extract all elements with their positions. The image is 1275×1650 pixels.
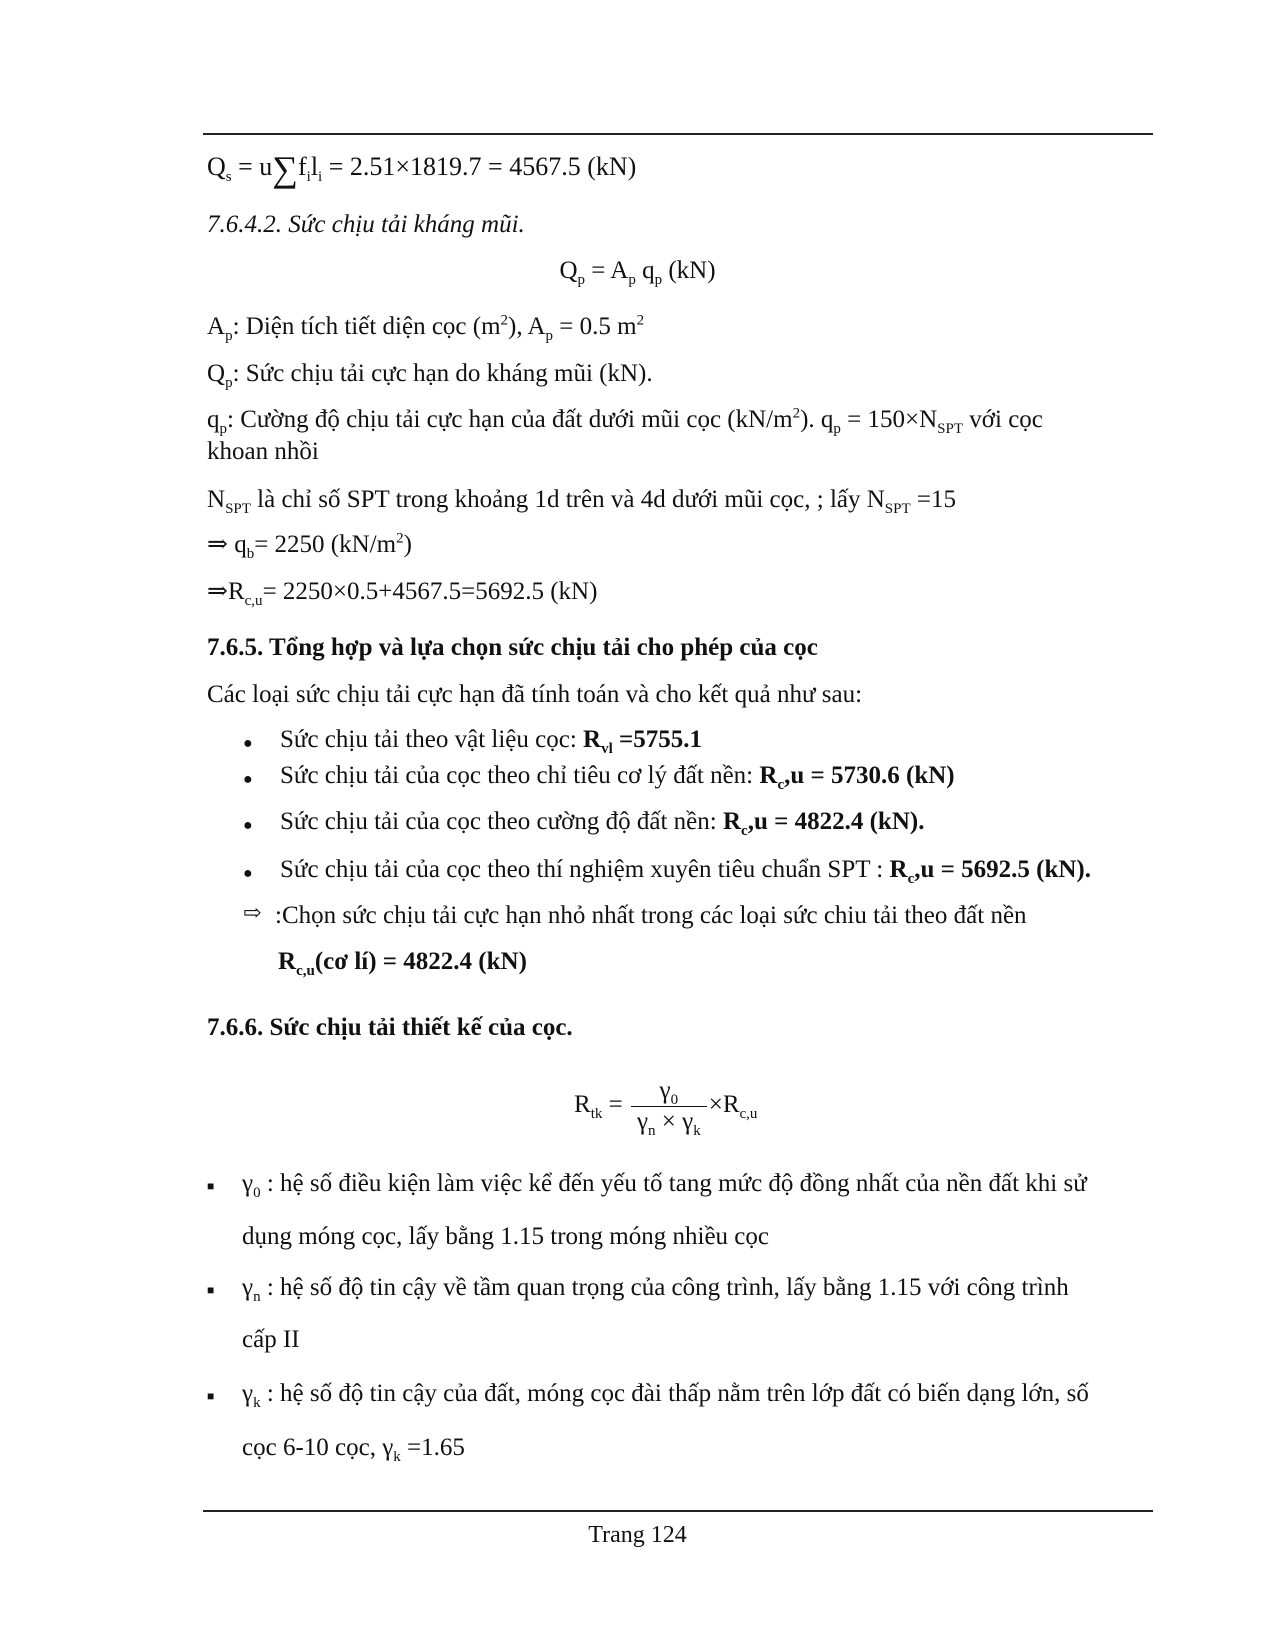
outline-arrow-icon: ⇨ [243, 900, 262, 925]
section-heading-7642: 7.6.4.2. Sức chịu tải kháng mũi. [207, 211, 525, 238]
capacity-item: Sức chịu tải của cọc theo cường độ đất nền: $R_c,u = 4822.4$ (kN). [280, 808, 925, 839]
rcu-result: $\Rightarrow R_{c,u}= 2250\times 0.5+4567.5=5692.5$ (kN) [207, 578, 598, 609]
footer-rule [203, 1510, 1153, 1512]
qp-definition: $Q_p$: Sức chịu tải cực hạn do kháng mũi (kN). [207, 360, 653, 391]
section-heading-765: 7.6.5. Tổng hợp và lựa chọn sức chịu tải cho phép của cọc [207, 634, 818, 661]
bullet-icon: ● [243, 817, 253, 834]
capacity-item: Sức chịu tải của cọc theo chỉ tiêu cơ lý đất nền: $R_c,u = 5730.6$ (kN) [280, 762, 955, 793]
capacity-item: Sức chịu tải của cọc theo thí nghiệm xuyên tiêu chuẩn SPT : $R_c,u = 5692.5$ (kN). [280, 856, 1091, 887]
gamma-item-line2: dụng móng cọc, lấy bằng 1.15 trong móng nhiều cọc [242, 1223, 769, 1250]
nspt-definition: $N_{SPT}$ là chỉ số SPT trong khoảng 1d trên và 4d dưới mũi cọc, ; lấy $N_{SPT} =15$ [207, 486, 957, 517]
ap-definition: $A_p$: Diện tích tiết diện cọc $(m^2)$, $A_p = 0.5$ $m^2$ [207, 312, 645, 344]
square-bullet-icon: ■ [207, 1283, 215, 1297]
square-bullet-icon: ■ [207, 1179, 215, 1193]
bullet-icon: ● [243, 771, 253, 788]
rtk-formula: $R_{tk}$ = $\frac{\gamma_0}{\gamma_n \times \gamma_k}$ $\times R_{c,u}$ [574, 1077, 758, 1139]
capacity-item: Sức chịu tải theo vật liệu cọc: $R_{vl} =5755.1$ [280, 726, 703, 757]
choose-capacity: :Chọn sức chịu tải cực hạn nhỏ nhất trong các loại sức chiu tải theo đất nền [275, 902, 1027, 929]
gamma-item-line2: cọc 6-10 cọc, $\gamma_k =1.65$ [242, 1434, 465, 1465]
rtk-fraction: $\frac{\gamma_0}{\gamma_n \times \gamma_k}$ [631, 1076, 707, 1137]
gamma-item: $\gamma_k$ : hệ số độ tin cậy của đất, móng cọc đài thấp nằm trên lớp đất có biến dạng lớn, số [242, 1380, 1089, 1411]
qp-formula: $Q_p = A_p$ $q_p$ (kN) [559, 257, 716, 288]
implies-arrow-icon: ⇒ [207, 578, 228, 605]
section-heading-766: 7.6.6. Sức chịu tải thiết kế của cọc. [207, 1014, 573, 1041]
gamma-item: $\gamma_0$ : hệ số điều kiện làm việc kể đến yếu tố tang mức độ đồng nhất của nền đất khi sử [242, 1170, 1087, 1201]
gamma-item: $\gamma_n$ : hệ số độ tin cậy về tầm quan trọng của công trình, lấy bằng 1.15 với công trình [242, 1274, 1069, 1305]
gamma-item-line2: cấp II [242, 1326, 300, 1353]
chosen-capacity: $R_{c,u}(cơ$ lí) = 4822.4 (kN) [278, 948, 527, 979]
header-rule [203, 133, 1153, 135]
qs-formula: $Q_s = u\sum f_il_i = 2.51\times 1819.7 = 4567.5$ (kN) [207, 149, 637, 189]
bullet-icon: ● [243, 865, 253, 882]
qp-small-definition: $q_p$: Cường độ chịu tải cực hạn của đất dưới mũi cọc $(kN/m^2)$. $q_p = 150\times N_{SPT}$ với cọc [207, 405, 1043, 437]
page-number: Trang 124 [588, 1522, 687, 1548]
implies-arrow-icon: ⇒ [207, 531, 228, 558]
square-bullet-icon: ■ [207, 1389, 215, 1403]
qp-small-definition-line2: khoan nhồi [207, 438, 319, 465]
qb-result: ⇒ $q_b= 2250$ $(kN/m^2)$ [207, 530, 412, 562]
bullet-icon: ● [243, 735, 253, 752]
section-765-intro: Các loại sức chịu tải cực hạn đã tính toán và cho kết quả như sau: [207, 681, 863, 708]
